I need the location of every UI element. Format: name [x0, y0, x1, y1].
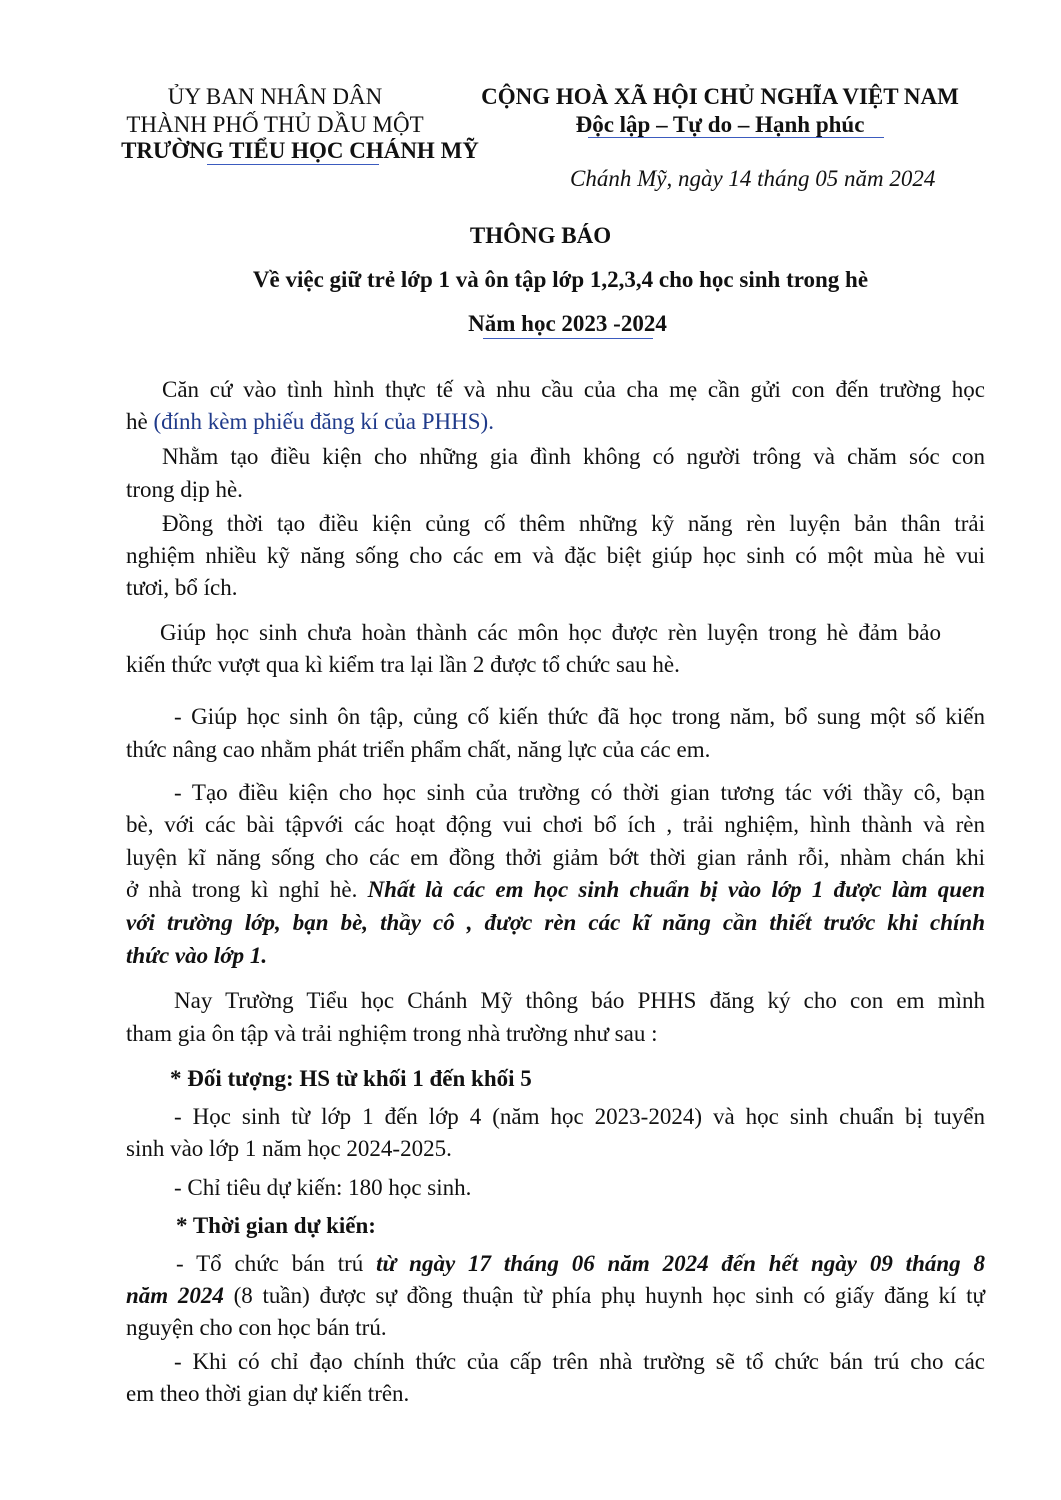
paragraph-1-line-1: Căn cứ vào tình hình thực tế và nhu cầu của cha mẹ cần gửi con đến trường học [162, 377, 985, 402]
paragraph-8-line-2: sinh vào lớp 1 năm học 2024-2025. [126, 1136, 452, 1161]
paragraph-6-line-4 [126, 877, 985, 903]
paragraph-2-line-1: Nhằm tạo điều kiện cho những gia đình không có người trông và chăm sóc con [162, 444, 985, 469]
agency-name: ỦY BAN NHÂN DÂN [167, 84, 383, 109]
paragraph-7-line-2: tham gia ôn tập và trải nghiệm trong nhà trường như sau : [126, 1021, 658, 1046]
paragraph-6-text: ở nhà trong kì nghỉ hè. [126, 877, 358, 902]
city-name: THÀNH PHỐ THỦ DẦU MỘT [126, 112, 424, 137]
paragraph-4-line-2: kiến thức vượt qua kì kiểm tra lại lần 2 được tổ chức sau hè. [126, 652, 680, 677]
document-title: THÔNG BÁO [469, 223, 612, 248]
paragraph-6-line-1: - Tạo điều kiện cho học sinh của trường có thời gian tương tác với thầy cô, bạn [174, 780, 985, 805]
paragraph-6-line-6: thức vào lớp 1. [126, 943, 268, 968]
paragraph-3-line-3: tươi, bổ ích. [126, 575, 238, 600]
document-subtitle: Về việc giữ trẻ lớp 1 và ôn tập lớp 1,2,3,4 cho học sinh trong hè [252, 267, 869, 292]
paragraph-6-line-5: với trường lớp, bạn bè, thầy cô , được rèn các kĩ năng cần thiết trước khi chính [126, 910, 985, 935]
year-underline [483, 338, 653, 339]
paragraph-10-date-range: từ ngày 17 tháng 06 năm 2024 đến hết ngày 09 tháng 8 [376, 1251, 985, 1276]
paragraph-6-line-3: luyện kĩ năng sống cho các em đồng thởi giảm bớt thời gian rảnh rỗi, nhàm chán khi [126, 845, 985, 870]
paragraph-1-line-2 [126, 409, 494, 435]
paragraph-10-year: năm 2024 [126, 1283, 224, 1308]
school-underline [207, 164, 379, 165]
paragraph-10-line-2 [126, 1283, 985, 1309]
paragraph-10-text: - Tổ chức bán trú [176, 1251, 364, 1276]
motto-underline [588, 137, 884, 138]
paragraph-10-line-3: nguyện cho con học bán trú. [126, 1315, 387, 1340]
paragraph-10-line-1 [176, 1251, 985, 1277]
paragraph-3-line-2: nghiệm nhiều kỹ năng sống cho các em và đặc biệt giúp học sinh có một mùa hè vui [126, 543, 985, 568]
paragraph-8-line-1: - Học sinh từ lớp 1 đến lớp 4 (năm học 2023-2024) và học sinh chuẩn bị tuyển [174, 1104, 985, 1129]
school-name: TRƯỜNG TIỂU HỌC CHÁNH MỸ [121, 138, 479, 163]
paragraph-11-line-2: em theo thời gian dự kiến trên. [126, 1381, 410, 1406]
paragraph-4-line-1: Giúp học sinh chưa hoàn thành các môn học được rèn luyện trong hè đảm bảo [160, 620, 941, 645]
paragraph-7-line-1: Nay Trường Tiểu học Chánh Mỹ thông báo PHHS đăng ký cho con em mình [174, 988, 985, 1013]
paragraph-2-line-2: trong dịp hè. [126, 477, 243, 502]
paragraph-10-rest: (8 tuần) được sự đồng thuận từ phía phụ huynh học sinh có giấy đăng kí tự [233, 1283, 986, 1308]
section-heading-target: * Đối tượng: HS từ khối 1 đến khối 5 [170, 1066, 532, 1091]
paragraph-6-emphasis: Nhất là các em học sinh chuẩn bị vào lớp 1 được làm quen [367, 877, 986, 902]
attachment-note: (đính kèm phiếu đăng kí của PHHS). [153, 409, 494, 434]
paragraph-3-line-1: Đồng thời tạo điều kiện củng cố thêm những kỹ năng rèn luyện bản thân trải [162, 511, 985, 536]
paragraph-1-text: hè [126, 409, 148, 434]
date-line: Chánh Mỹ, ngày 14 tháng 05 năm 2024 [570, 166, 936, 191]
school-year: Năm học 2023 -2024 [468, 311, 667, 336]
section-heading-time: * Thời gian dự kiến: [176, 1213, 376, 1238]
national-title: CỘNG HOÀ XÃ HỘI CHỦ NGHĨA VIỆT NAM [481, 84, 959, 109]
paragraph-5-line-1: - Giúp học sinh ôn tập, củng cố kiến thức đã học trong năm, bổ sung một số kiến [174, 704, 985, 729]
paragraph-9: - Chỉ tiêu dự kiến: 180 học sinh. [174, 1175, 472, 1200]
paragraph-6-line-2: bè, với các bài tậpvới các hoạt động vui chơi bổ ích , trải nghiệm, hình thành và rèn [126, 812, 985, 837]
paragraph-5-line-2: thức nâng cao nhằm phát triển phẩm chất, năng lực của các em. [126, 737, 711, 762]
national-motto: Độc lập – Tự do – Hạnh phúc [575, 112, 865, 137]
paragraph-11-line-1: - Khi có chỉ đạo chính thức của cấp trên nhà trường sẽ tổ chức bán trú cho các [174, 1349, 985, 1374]
